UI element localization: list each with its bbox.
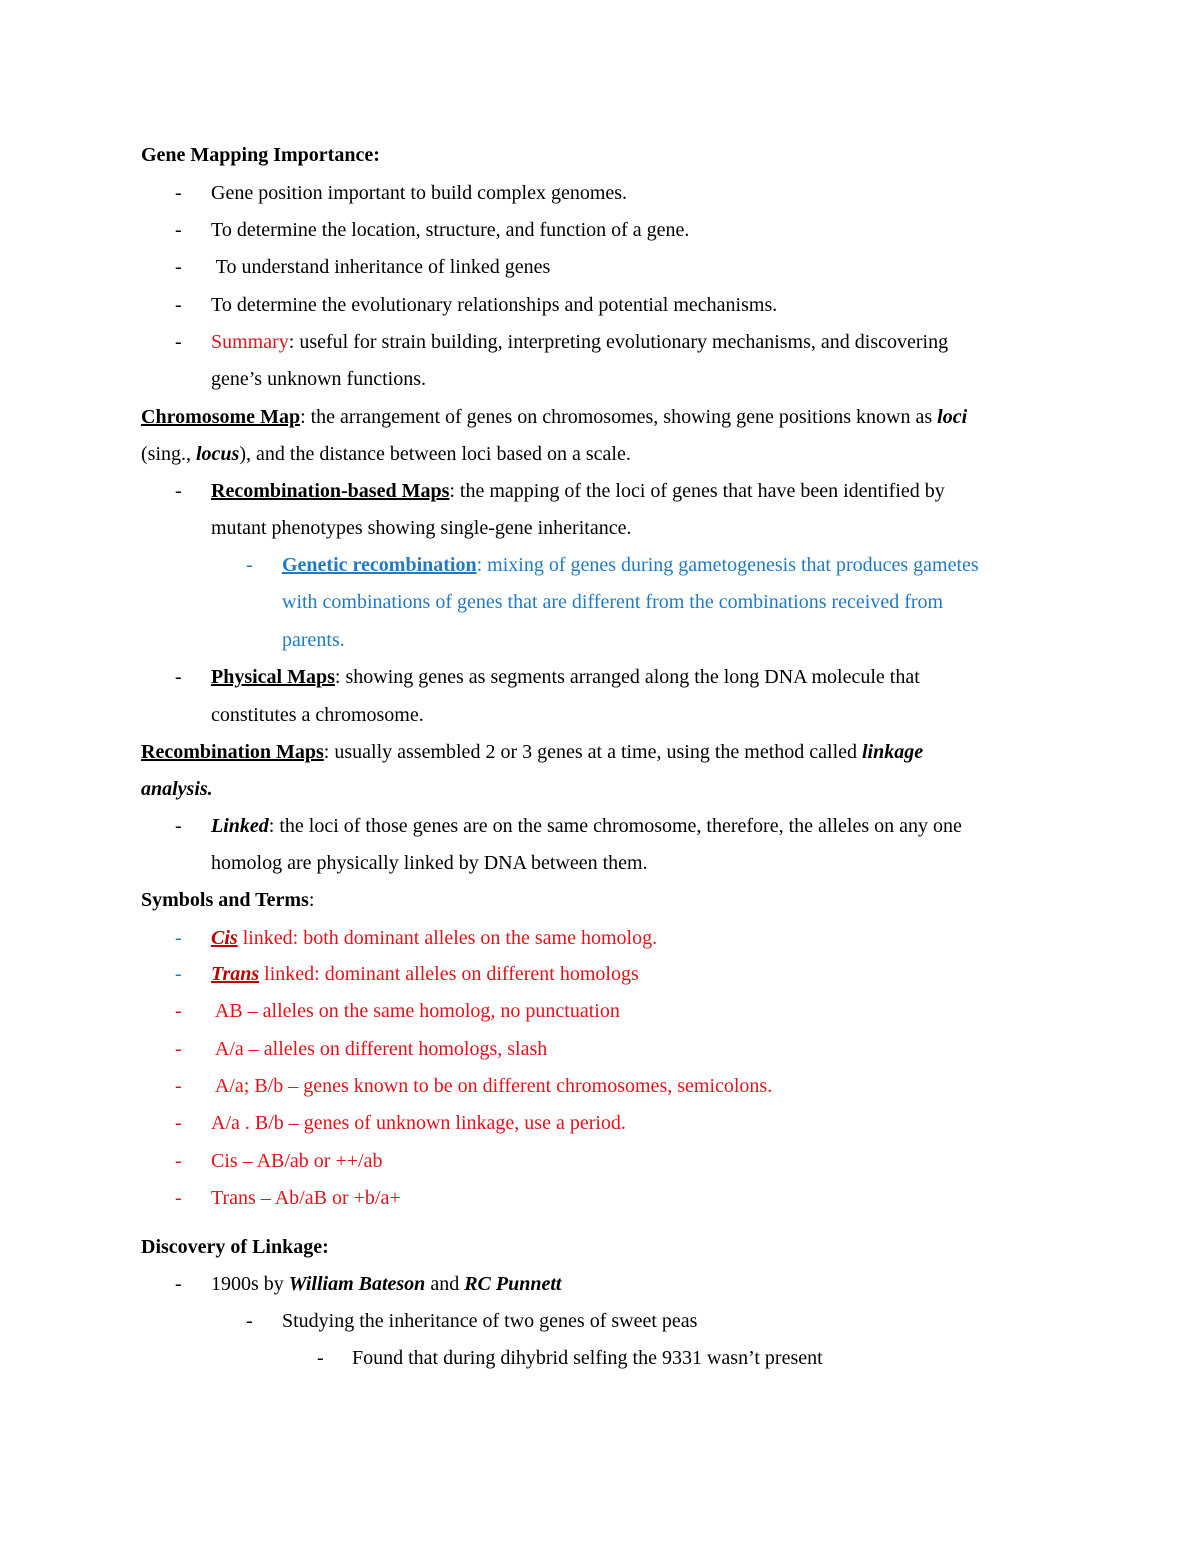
summary-label: Summary bbox=[211, 331, 289, 353]
gene-mapping-heading: Gene Mapping Importance: bbox=[141, 144, 380, 166]
recombination-based-maps-def-continued: mutant phenotypes showing single-gene inheritance. bbox=[211, 517, 632, 539]
trans-definition: linked: dominant alleles on different homologs bbox=[259, 963, 639, 985]
bullet-dash: - bbox=[175, 1112, 182, 1134]
bullet-dash: - bbox=[175, 294, 182, 316]
genetic-recombination-continuation bbox=[0, 628, 1200, 652]
discovery-item bbox=[0, 1272, 1200, 1296]
physical-maps-def-continued: constitutes a chromosome. bbox=[211, 704, 424, 726]
bullet-dash: - bbox=[175, 815, 182, 837]
list-item bbox=[0, 181, 1200, 205]
linked-item bbox=[0, 814, 1200, 838]
linkage-term: linkage bbox=[862, 741, 924, 763]
symbol-item bbox=[0, 999, 1200, 1023]
linked-def-continued: homolog are physically linked by DNA between them. bbox=[211, 852, 648, 874]
bullet-dash: - bbox=[175, 1273, 182, 1295]
chromosome-map-line bbox=[0, 405, 1200, 429]
bullet-dash: - bbox=[175, 927, 182, 949]
locus-term: locus bbox=[196, 443, 240, 465]
discovery-heading-line bbox=[0, 1235, 1200, 1259]
symbol-item-text: Cis – AB/ab or ++/ab bbox=[211, 1150, 383, 1172]
trans-term: Trans bbox=[211, 963, 260, 985]
summary-continuation bbox=[0, 367, 1200, 391]
genetic-recombination-colon: : mixing of genes during gametogenesis that produces gametes bbox=[476, 554, 979, 576]
symbols-heading-colon: : bbox=[308, 889, 315, 911]
symbol-item-text: A/a – alleles on different homologs, slash bbox=[211, 1038, 548, 1060]
cis-term: Cis bbox=[211, 927, 238, 949]
bullet-dash: - bbox=[175, 1150, 182, 1172]
cis-item bbox=[0, 926, 1200, 950]
symbol-item bbox=[0, 1074, 1200, 1098]
linked-term: Linked bbox=[211, 815, 269, 837]
symbol-item-text: Trans – Ab/aB or +b/a+ bbox=[211, 1187, 401, 1209]
genetic-recombination-continuation bbox=[0, 590, 1200, 614]
recombination-maps-term: Recombination Maps bbox=[141, 741, 324, 763]
bullet-dash: - bbox=[317, 1347, 324, 1369]
symbols-heading-line bbox=[0, 888, 1200, 912]
recombination-maps-line bbox=[0, 740, 1200, 764]
bullet-dash: - bbox=[175, 1000, 182, 1022]
summary-item bbox=[0, 330, 1200, 354]
discovery-heading: Discovery of Linkage: bbox=[141, 1236, 329, 1258]
recombination-based-maps-term: Recombination-based Maps bbox=[211, 480, 450, 502]
genetic-recombination-def-continued: with combinations of genes that are different from the combinations received from bbox=[282, 591, 944, 613]
chromosome-map-definition: : the arrangement of genes on chromosomes, showing gene positions known as bbox=[300, 406, 938, 428]
physical-maps-term: Physical Maps bbox=[211, 666, 335, 688]
summary-text-continued: gene’s unknown functions. bbox=[211, 368, 426, 390]
list-item bbox=[0, 218, 1200, 242]
physical-maps-definition: : showing genes as segments arranged along the long DNA molecule that bbox=[334, 666, 920, 688]
physical-maps-continuation bbox=[0, 703, 1200, 727]
chromosome-map-term: Chromosome Map bbox=[141, 406, 301, 428]
list-item bbox=[0, 255, 1200, 279]
physical-maps-item bbox=[0, 665, 1200, 689]
scientist-name: RC Punnett bbox=[464, 1273, 562, 1295]
discovery-subitem-text: Studying the inheritance of two genes of sweet peas bbox=[282, 1310, 698, 1332]
list-item-text: To determine the location, structure, and function of a gene. bbox=[211, 219, 690, 241]
linked-definition: : the loci of those genes are on the same chromosome, therefore, the alleles on any one bbox=[268, 815, 962, 837]
trans-item bbox=[0, 962, 1200, 986]
symbol-item-text: AB – alleles on the same homolog, no punctuation bbox=[211, 1000, 620, 1022]
symbol-item bbox=[0, 1037, 1200, 1061]
symbol-item bbox=[0, 1149, 1200, 1173]
recombination-based-maps-continuation bbox=[0, 516, 1200, 540]
chromosome-map-def-part: ), and the distance between loci based on a scale. bbox=[239, 443, 631, 465]
genetic-recombination-def-continued: parents. bbox=[282, 629, 345, 651]
loci-term: loci bbox=[937, 406, 968, 428]
bullet-dash: - bbox=[175, 331, 182, 353]
scientist-name: William Bateson bbox=[288, 1273, 426, 1295]
bullet-dash: - bbox=[175, 182, 182, 204]
discovery-subitem bbox=[0, 1309, 1200, 1333]
symbol-item-text: A/a . B/b – genes of unknown linkage, use a period. bbox=[211, 1112, 626, 1134]
analysis-term: analysis. bbox=[141, 778, 213, 800]
bullet-dash: - bbox=[175, 256, 182, 278]
gene-mapping-heading-line bbox=[0, 143, 1200, 167]
chromosome-map-line-2 bbox=[0, 442, 1200, 466]
bullet-dash: - bbox=[175, 480, 182, 502]
bullet-dash: - bbox=[175, 963, 182, 985]
discovery-text: 1900s by bbox=[211, 1273, 289, 1295]
recombination-based-maps-item bbox=[0, 479, 1200, 503]
bullet-dash: - bbox=[246, 554, 253, 576]
symbol-item-text: A/a; B/b – genes known to be on different chromosomes, semicolons. bbox=[211, 1075, 773, 1097]
bullet-dash: - bbox=[175, 219, 182, 241]
symbol-item bbox=[0, 1111, 1200, 1135]
chromosome-map-def-part: (sing., bbox=[141, 443, 196, 465]
discovery-subsubitem bbox=[0, 1346, 1200, 1370]
list-item-text: To understand inheritance of linked genes bbox=[211, 256, 551, 278]
recombination-based-maps-definition: : the mapping of the loci of genes that have been identified by bbox=[449, 480, 945, 502]
discovery-text: and bbox=[425, 1273, 465, 1295]
list-item bbox=[0, 293, 1200, 317]
bullet-dash: - bbox=[175, 1038, 182, 1060]
discovery-subsubitem-text: Found that during dihybrid selfing the 9331 wasn’t present bbox=[352, 1347, 823, 1369]
bullet-dash: - bbox=[175, 666, 182, 688]
symbol-item bbox=[0, 1186, 1200, 1210]
genetic-recombination-item bbox=[0, 553, 1200, 577]
genetic-recombination-term: Genetic recombination bbox=[282, 554, 477, 576]
symbols-heading: Symbols and Terms bbox=[141, 889, 309, 911]
list-item-text: To determine the evolutionary relationships and potential mechanisms. bbox=[211, 294, 778, 316]
summary-text: : useful for strain building, interpreting evolutionary mechanisms, and discovering bbox=[288, 331, 949, 353]
bullet-dash: - bbox=[175, 1187, 182, 1209]
linked-continuation bbox=[0, 851, 1200, 875]
bullet-dash: - bbox=[175, 1075, 182, 1097]
recombination-maps-definition: : usually assembled 2 or 3 genes at a time, using the method called bbox=[323, 741, 862, 763]
cis-definition: linked: both dominant alleles on the same homolog. bbox=[237, 927, 658, 949]
list-item-text: Gene position important to build complex genomes. bbox=[211, 182, 628, 204]
bullet-dash: - bbox=[246, 1310, 253, 1332]
recombination-maps-line-2 bbox=[0, 777, 1200, 801]
